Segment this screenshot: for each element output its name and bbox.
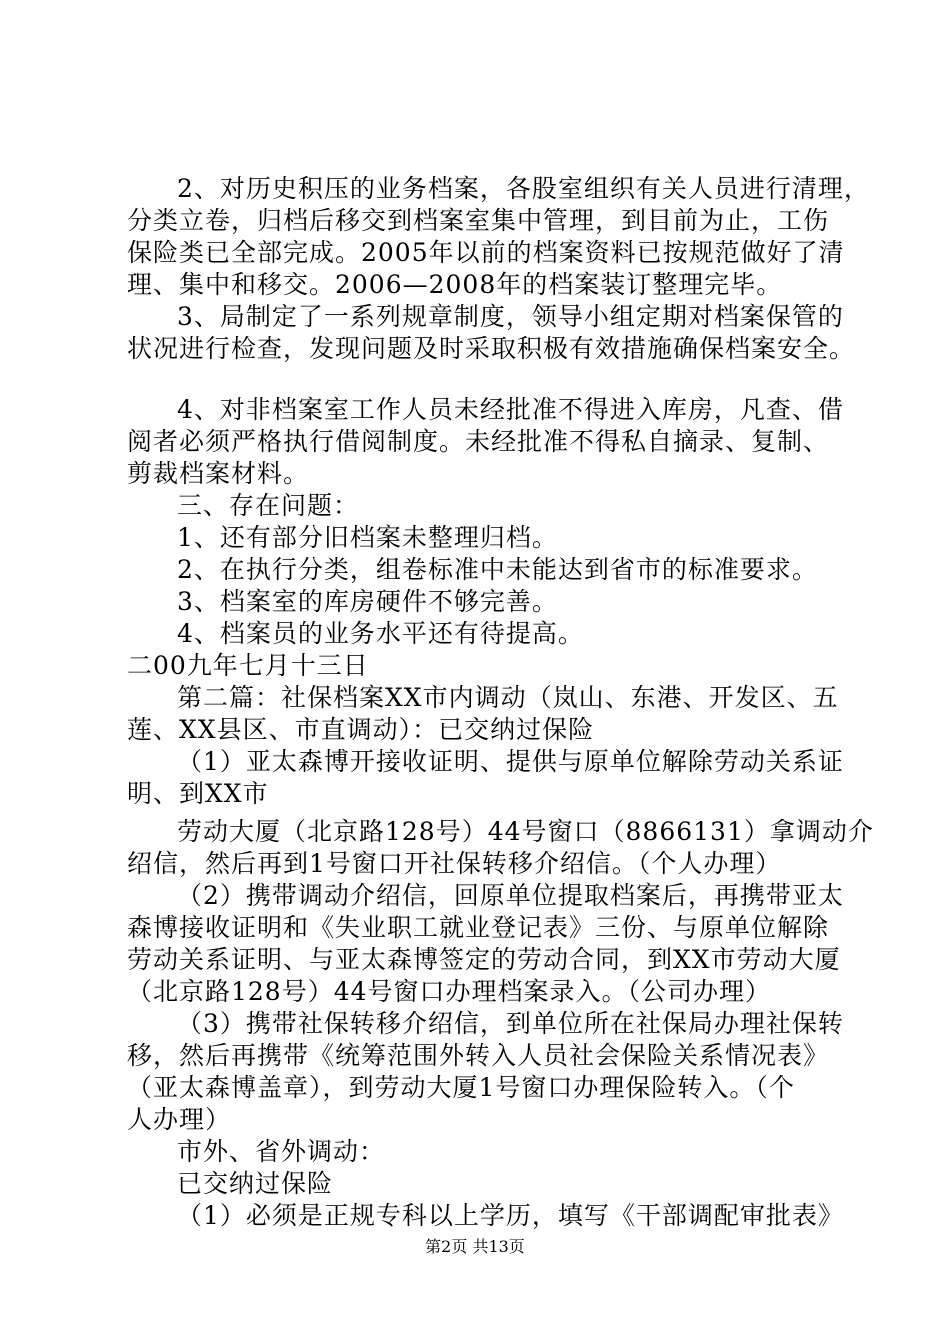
paragraph-line-2: 分类立卷，归档后移交到档案室集中管理，到目前为止，工伤	[127, 206, 830, 235]
paragraph-line-4: 理、集中和移交。2006—2008年的档案装订整理完毕。	[127, 270, 783, 299]
paragraph-line-13: 3、档案室的库房硬件不够完善。	[177, 587, 558, 616]
paragraph-line-7: 4、对非档案室工作人员未经批准不得进入库房，凡查、借	[177, 395, 844, 424]
paragraph-line-6: 状况进行检查，发现问题及时采取积极有效措施确保档案安全。	[127, 334, 856, 363]
paragraph-line-29: 人办理）	[127, 1105, 232, 1134]
paragraph-line-28: （亚太森博盖章），到劳动大厦1号窗口办理保险转入。（个	[127, 1073, 795, 1102]
page-footer: 第2页 共13页	[425, 1237, 525, 1256]
paragraph-line-24: 劳动关系证明、与亚太森博签定的劳动合同，到XX市劳动大厦	[127, 945, 841, 974]
paragraph-line-31: 已交纳过保险	[177, 1169, 334, 1198]
paragraph-line-11: 1、还有部分旧档案未整理归档。	[177, 523, 558, 552]
paragraph-line-9: 剪裁档案材料。	[127, 459, 310, 488]
paragraph-line-18: （1）亚太森博开接收证明、提供与原单位解除劳动关系证	[177, 747, 844, 776]
date-line: 二00九年七月十三日	[127, 651, 369, 680]
paragraph-line-27: 移，然后再携带《统筹范围外转入人员社会保险关系情况表》	[127, 1041, 830, 1070]
paragraph-line-26: （3）携带社保转移介绍信，到单位所在社保局办理社保转	[177, 1009, 844, 1038]
paragraph-line-17: 莲、XX县区、市直调动）：已交纳过保险	[127, 715, 595, 744]
paragraph-line-12: 2、在执行分类，组卷标准中未能达到省市的标准要求。	[177, 555, 818, 584]
paragraph-line-23: 森博接收证明和《失业职工就业登记表》三份、与原单位解除	[127, 913, 830, 942]
paragraph-line-32: （1）必须是正规专科以上学历，填写《干部调配审批表》	[177, 1201, 844, 1230]
paragraph-line-1: 2、对历史积压的业务档案，各股室组织有关人员进行清理，	[177, 174, 870, 203]
paragraph-line-21: 绍信，然后再到1号窗口开社保转移介绍信。（个人办理）	[127, 849, 782, 878]
paragraph-line-30: 市外、省外调动：	[177, 1137, 386, 1166]
paragraph-line-25: （北京路128号）44号窗口办理档案录入。（公司办理）	[127, 977, 772, 1006]
paragraph-line-3: 保险类已全部完成。2005年以前的档案资料已按规范做好了清	[127, 238, 845, 267]
paragraph-line-5: 3、局制定了一系列规章制度，领导小组定期对档案保管的	[177, 302, 844, 331]
chapter-heading-second: 第二篇：社保档案XX市内调动（岚山、东港、开发区、五	[177, 683, 839, 712]
paragraph-line-14: 4、档案员的业务水平还有待提高。	[177, 619, 584, 648]
paragraph-line-22: （2）携带调动介绍信，回原单位提取档案后，再携带亚太	[177, 881, 844, 910]
paragraph-line-20: 劳动大厦（北京路128号）44号窗口（8866131）拿调动介	[177, 817, 874, 846]
section-heading-problems: 三、存在问题：	[177, 491, 360, 520]
paragraph-line-19: 明、到XX市	[127, 779, 269, 808]
paragraph-line-8: 阅者必须严格执行借阅制度。未经批准不得私自摘录、复制、	[127, 427, 830, 456]
